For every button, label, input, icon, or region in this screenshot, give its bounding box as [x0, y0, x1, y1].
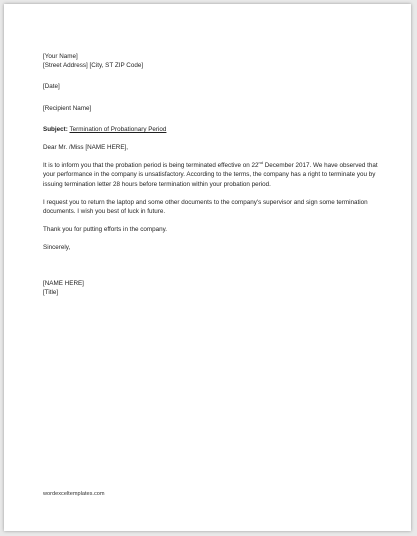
letter-date: [Date]: [43, 83, 60, 91]
closing: Sincerely,: [43, 244, 71, 252]
salutation: Dear Mr. /Miss [NAME HERE],: [43, 144, 129, 152]
paragraph-1-start: It is to inform you that the probation period is being terminated effective on 22: [43, 162, 259, 170]
paragraph-1: [43, 161, 383, 189]
letter-page: [4, 4, 411, 531]
sender-name: [Your Name]: [43, 53, 78, 60]
sender-address: [Street Address] [City, ST ZIP Code]: [43, 62, 144, 70]
signer-name: [NAME HERE]: [43, 279, 84, 287]
ordinal-suffix: nd: [258, 160, 263, 166]
paragraph-2: I request you to return the laptop and some other documents to the company's supervisor and sign some termination documents. I wish you best of luck in future.: [43, 198, 368, 216]
paragraph-3: Thank you for putting efforts in the company.: [43, 226, 168, 234]
recipient-name: [Recipient Name]: [43, 104, 92, 112]
footer-website: wordexceltemplates.com: [43, 491, 105, 497]
paragraph-1-end: December 2017. We have observed that your performance in the company is unsatisfactory. According to the terms, the company has a right to terminate you by issuing termination letter 28 hours before termination within your probation period.: [43, 162, 378, 188]
subject-text: Termination of Probationary Period: [69, 125, 167, 133]
subject-line: [43, 125, 383, 134]
signer-title: [Title]: [43, 288, 59, 296]
subject-label: Subject:: [43, 125, 68, 133]
letter-body: [43, 52, 383, 297]
